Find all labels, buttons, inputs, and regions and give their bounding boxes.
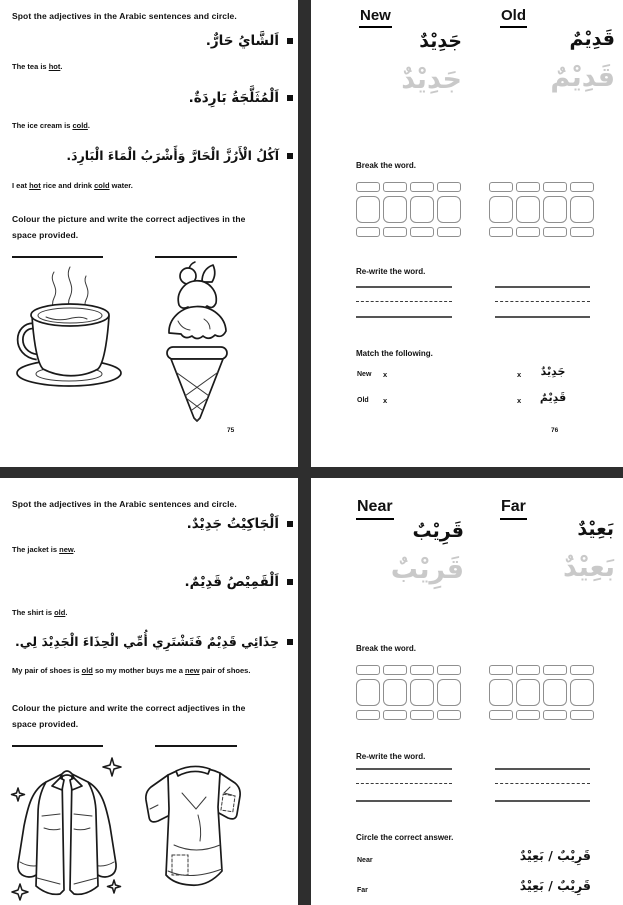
spot-instruction: Spot the adjectives in the Arabic sentences and circle. — [12, 499, 237, 509]
letter-box[interactable] — [570, 196, 594, 223]
letter-box[interactable] — [437, 665, 461, 675]
arabic-sentence: اَلْمُثَلَّجَةُ بَارِدَةٌ. — [188, 90, 279, 106]
break-word-heading: Break the word. — [356, 644, 417, 653]
page-jacket-shirt — [0, 478, 298, 905]
bullet-square-icon — [287, 521, 293, 527]
arabic-trace-new[interactable]: جَدِيْدٌ — [401, 64, 462, 95]
letter-box[interactable] — [516, 182, 540, 192]
letter-box[interactable] — [437, 679, 461, 706]
letter-box[interactable] — [437, 196, 461, 223]
match-english: Old — [357, 397, 369, 404]
match-heading: Match the following. — [356, 349, 433, 358]
letter-box[interactable] — [410, 227, 434, 237]
letter-box[interactable] — [383, 227, 407, 237]
rewrite-line[interactable] — [356, 768, 452, 770]
new-jacket-illustration — [4, 752, 132, 905]
match-arabic: جَدِيْدٌ — [540, 365, 566, 378]
letter-box[interactable] — [489, 679, 513, 706]
rewrite-heading: Re-write the word. — [356, 267, 426, 276]
bullet-square-icon — [287, 38, 293, 44]
arabic-trace-old[interactable]: قَدِيْمٌ — [550, 62, 615, 93]
circle-row-english: Near — [357, 857, 373, 864]
rewrite-line[interactable] — [356, 286, 452, 288]
page-divider-horizontal — [0, 467, 623, 478]
answer-line[interactable] — [12, 256, 103, 258]
page-near-far — [311, 478, 623, 905]
answer-line[interactable] — [155, 745, 237, 747]
arabic-sentence-row — [15, 634, 293, 649]
letter-box[interactable] — [356, 227, 380, 237]
letter-box[interactable] — [543, 196, 567, 223]
match-point[interactable]: x — [517, 396, 522, 405]
rewrite-line[interactable] — [495, 286, 590, 288]
word-label-far: Far — [500, 498, 527, 520]
break-word-boxes-left — [356, 665, 461, 720]
letter-box[interactable] — [489, 182, 513, 192]
letter-box[interactable] — [570, 710, 594, 720]
letter-box[interactable] — [410, 182, 434, 192]
arabic-trace-near[interactable]: قَرِيْبٌ — [390, 554, 464, 585]
letter-box[interactable] — [383, 710, 407, 720]
colour-instruction: Colour the picture and write the correct adjectives in the space provided. — [12, 214, 246, 240]
letter-box[interactable] — [489, 665, 513, 675]
letter-box[interactable] — [570, 665, 594, 675]
bullet-square-icon — [287, 95, 293, 101]
arabic-word-near: قَرِيْبٌ — [412, 520, 464, 542]
circle-row-english: Far — [357, 887, 368, 894]
match-point[interactable]: x — [383, 396, 388, 405]
word-label-old: Old — [500, 7, 527, 28]
rewrite-line[interactable] — [495, 768, 590, 770]
page-76 — [311, 0, 623, 467]
letter-box[interactable] — [570, 679, 594, 706]
old-t-shirt-illustration — [138, 759, 246, 905]
letter-box[interactable] — [516, 196, 540, 223]
letter-box[interactable] — [356, 710, 380, 720]
letter-box[interactable] — [543, 182, 567, 192]
rewrite-line[interactable] — [356, 316, 452, 318]
letter-box[interactable] — [356, 196, 380, 223]
circle-answer-heading: Circle the correct answer. — [356, 833, 454, 842]
arabic-sentence: اَلْقَمِيْصُ قَدِيْمٌ. — [184, 574, 279, 590]
letter-box[interactable] — [489, 196, 513, 223]
letter-box[interactable] — [410, 196, 434, 223]
letter-box[interactable] — [516, 665, 540, 675]
break-word-boxes-right — [489, 665, 594, 720]
colour-instruction: Colour the picture and write the correct adjectives in the space provided. — [12, 703, 246, 729]
answer-line[interactable] — [12, 745, 103, 747]
break-word-boxes-left — [356, 182, 461, 237]
translation: The tea is hot. — [12, 62, 63, 71]
letter-box[interactable] — [543, 665, 567, 675]
letter-box[interactable] — [489, 227, 513, 237]
arabic-sentence-row — [66, 148, 293, 163]
letter-box[interactable] — [356, 679, 380, 706]
letter-box[interactable] — [410, 679, 434, 706]
letter-box[interactable] — [383, 196, 407, 223]
rewrite-heading: Re-write the word. — [356, 752, 426, 761]
letter-box[interactable] — [383, 182, 407, 192]
arabic-sentence-row — [187, 516, 293, 532]
circle-row-options[interactable]: قَرِيْبٌ / بَعِيْدٌ — [519, 878, 591, 893]
rewrite-line-dashed[interactable] — [495, 301, 590, 302]
ice-cream-cone-illustration — [152, 261, 244, 423]
letter-box[interactable] — [410, 665, 434, 675]
arabic-word-new: جَدِيْدٌ — [419, 30, 462, 52]
letter-box[interactable] — [516, 710, 540, 720]
letter-box[interactable] — [516, 227, 540, 237]
letter-box[interactable] — [543, 227, 567, 237]
letter-box[interactable] — [489, 710, 513, 720]
translation: The jacket is new. — [12, 545, 76, 554]
arabic-sentence-row — [206, 33, 293, 49]
match-english: New — [357, 371, 372, 378]
letter-box[interactable] — [410, 710, 434, 720]
letter-box[interactable] — [356, 182, 380, 192]
bullet-square-icon — [287, 639, 293, 645]
letter-box[interactable] — [516, 679, 540, 706]
bullet-square-icon — [287, 579, 293, 585]
page-75 — [0, 0, 298, 467]
break-word-heading: Break the word. — [356, 161, 417, 170]
arabic-sentence-row — [189, 90, 293, 106]
letter-box[interactable] — [570, 227, 594, 237]
circle-row-options[interactable]: قَرِيْبٌ / بَعِيْدٌ — [519, 848, 591, 863]
letter-box[interactable] — [437, 227, 461, 237]
arabic-sentence: حِذَائِي قَدِيْمٌ فَتَشْتَرِي أُمِّي الْحِذَاءَ الْجَدِيْدَ لِي. — [15, 634, 279, 649]
letter-box[interactable] — [437, 710, 461, 720]
break-word-boxes-right — [489, 182, 594, 237]
word-label-near: Near — [356, 498, 394, 520]
arabic-word-far: بَعِيْدٌ — [577, 518, 614, 540]
rewrite-line-dashed[interactable] — [356, 783, 452, 784]
hot-tea-cup-illustration — [8, 264, 126, 398]
letter-box[interactable] — [383, 679, 407, 706]
page-divider-vertical — [298, 0, 311, 905]
letter-box[interactable] — [543, 710, 567, 720]
arabic-sentence: آكُلُ الْأَرُزَّ الْحَارَّ وَأَشْرَبُ الْمَاءَ الْبَارِدَ. — [66, 148, 279, 163]
spot-instruction: Spot the adjectives in the Arabic sentences and circle. — [12, 11, 237, 21]
rewrite-line[interactable] — [495, 800, 590, 802]
letter-box[interactable] — [543, 679, 567, 706]
rewrite-line-dashed[interactable] — [495, 783, 590, 784]
rewrite-line-dashed[interactable] — [356, 301, 452, 302]
translation: The shirt is old. — [12, 608, 68, 617]
translation: I eat hot rice and drink cold water. — [12, 181, 133, 190]
arabic-sentence: اَلشَّايُ حَارٌّ. — [205, 33, 279, 49]
arabic-word-old: قَدِيْمٌ — [569, 28, 615, 50]
rewrite-line[interactable] — [356, 800, 452, 802]
letter-box[interactable] — [356, 665, 380, 675]
page-number: 76 — [551, 427, 559, 434]
letter-box[interactable] — [437, 182, 461, 192]
bullet-square-icon — [287, 153, 293, 159]
translation: The ice cream is cold. — [12, 121, 90, 130]
match-point[interactable]: x — [517, 370, 522, 379]
answer-line[interactable] — [155, 256, 237, 258]
match-arabic: قَدِيْمٌ — [539, 391, 567, 404]
arabic-trace-far[interactable]: بَعِيْدٌ — [563, 552, 615, 583]
word-label-new: New — [359, 7, 392, 28]
rewrite-line[interactable] — [495, 316, 590, 318]
page-number: 75 — [227, 427, 235, 434]
letter-box[interactable] — [383, 665, 407, 675]
letter-box[interactable] — [570, 182, 594, 192]
arabic-sentence: اَلْجَاكِيْتُ جَدِيْدٌ. — [186, 516, 279, 532]
arabic-sentence-row — [184, 574, 293, 590]
match-point[interactable]: x — [383, 370, 388, 379]
translation: My pair of shoes is old so my mother buys me a new pair of shoes. — [12, 666, 251, 675]
